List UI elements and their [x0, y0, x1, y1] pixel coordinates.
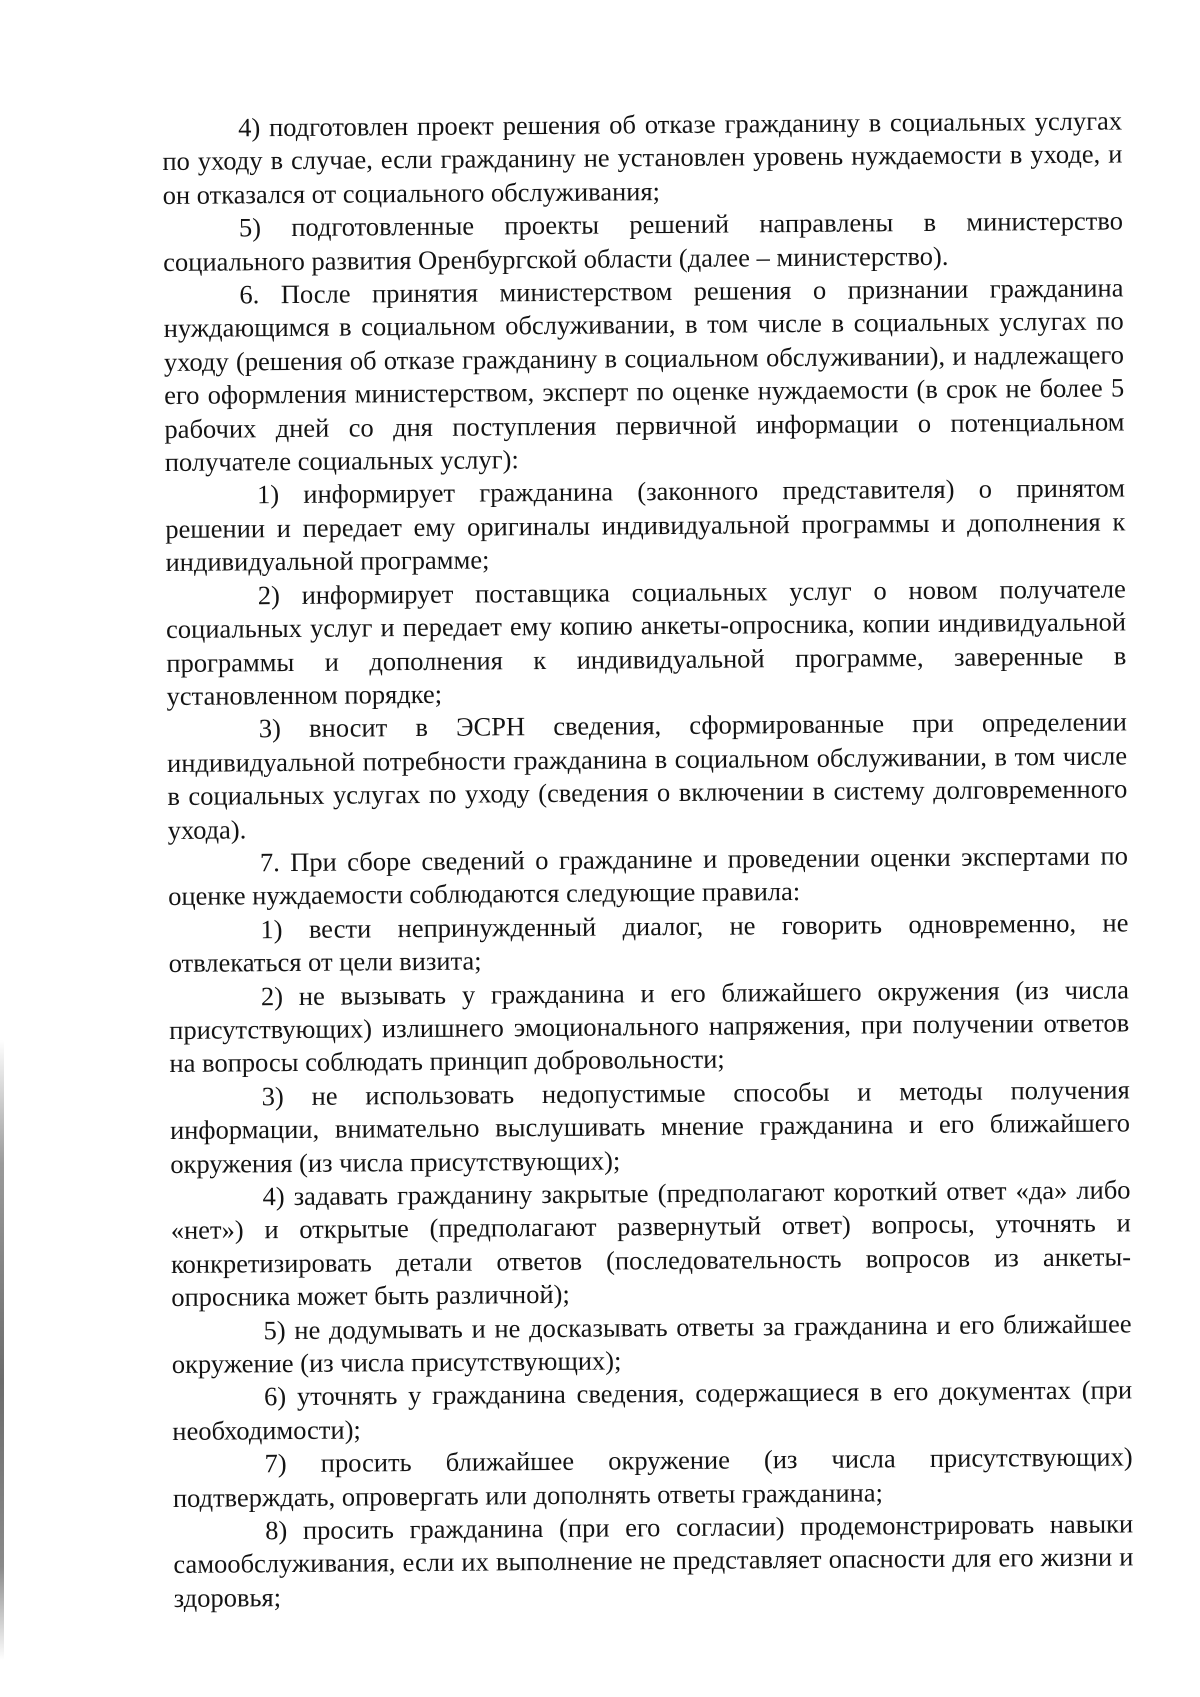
- paragraph-section-7-item-1: 1) вести непринужденный диалог, не говорить одновременно, не отвлекаться от цели визита;: [168, 907, 1129, 979]
- paragraph-section-6: 6. После принятия министерством решения о признании гражданина нуждающимся в социальном обслуживании, в том числе в социальных услугах по уходу (решения об отказе гражданину в социальном обслуживании), и надлежащего его оформления министерством, эксперт по оценке нуждаемости (в срок не более 5 рабочих дней со дня поступления первичной информации о потенциальном получателе социальных услуг):: [163, 272, 1125, 478]
- paragraph-section-6-item-1: 1) информирует гражданина (законного представителя) о принятом решении и передает ему оригиналы индивидуальной программы и дополнения к индивидуальной программе;: [165, 472, 1126, 578]
- paragraph-section-7-item-6: 6) уточнять у гражданина сведения, содержащиеся в его документах (при необходимости);: [172, 1374, 1133, 1446]
- paragraph-section-7-item-8: 8) просить гражданина (при его согласии) продемонстрировать навыки самообслуживания, если их выполнение не представляет опасности для его жизни и здоровья;: [173, 1508, 1134, 1613]
- paragraph-section-7-item-2: 2) не вызывать у гражданина и его ближайшего окружения (из числа присутствующих) излишнего эмоционального напряжения, при получении ответов на вопросы соблюдать принцип добровольности;: [169, 973, 1130, 1079]
- document-body: [162, 104, 1134, 1615]
- paragraph-section-6-item-3: 3) вносит в ЭСРН сведения, сформированные при определении индивидуальной потребности гражданина в социальном обслуживании, в том числе в социальных услугах по уходу (сведения о включении в систему долговременного ухода).: [166, 706, 1128, 845]
- paragraph-section-7-item-5: 5) не додумывать и не досказывать ответы за гражданина и его ближайшее окружение (из числа присутствующих);: [171, 1308, 1132, 1379]
- paragraph-section-7: 7. При сборе сведений о гражданине и проведении оценки экспертами по оценке нуждаемости соблюдаются следующие правила:: [168, 840, 1128, 912]
- paragraph-section-7-item-4: 4) задавать гражданину закрытые (предполагают короткий ответ «да» либо «нет») и открытые (предполагают развернутый ответ) вопросы, уточнять и конкретизировать детали ответов (последовательность вопросов из анкеты-опросника может быть различной);: [170, 1174, 1132, 1313]
- paragraph-section-6-item-2: 2) информирует поставщика социальных услуг о новом получателе социальных услуг и передает ему копию анкеты-опросника, копии индивидуальной программы и дополнения к индивидуальной программе, заверенные в установленном порядке;: [165, 573, 1127, 711]
- paragraph-item-4: 4) подготовлен проект решения об отказе гражданину в социальных услугах по уходу в случае, если гражданину не установлен уровень нуждаемости в уходе, и он отказался от социального обслуживания;: [162, 105, 1123, 210]
- paragraph-section-7-item-3: 3) не использовать недопустимые способы и методы получения информации, внимательно выслушивать мнение гражданина и его ближайшего окружения (из числа присутствующих);: [169, 1074, 1131, 1179]
- paragraph-section-7-item-7: 7) просить ближайшее окружение (из числа присутствующих) подтверждать, опровергать или дополнять ответы гражданина;: [172, 1441, 1133, 1513]
- scan-edge-artifact: [0, 1040, 4, 1660]
- paragraph-item-5: 5) подготовленные проекты решений направлены в министерство социального развития Оренбургской области (далее – министерство).: [163, 205, 1124, 277]
